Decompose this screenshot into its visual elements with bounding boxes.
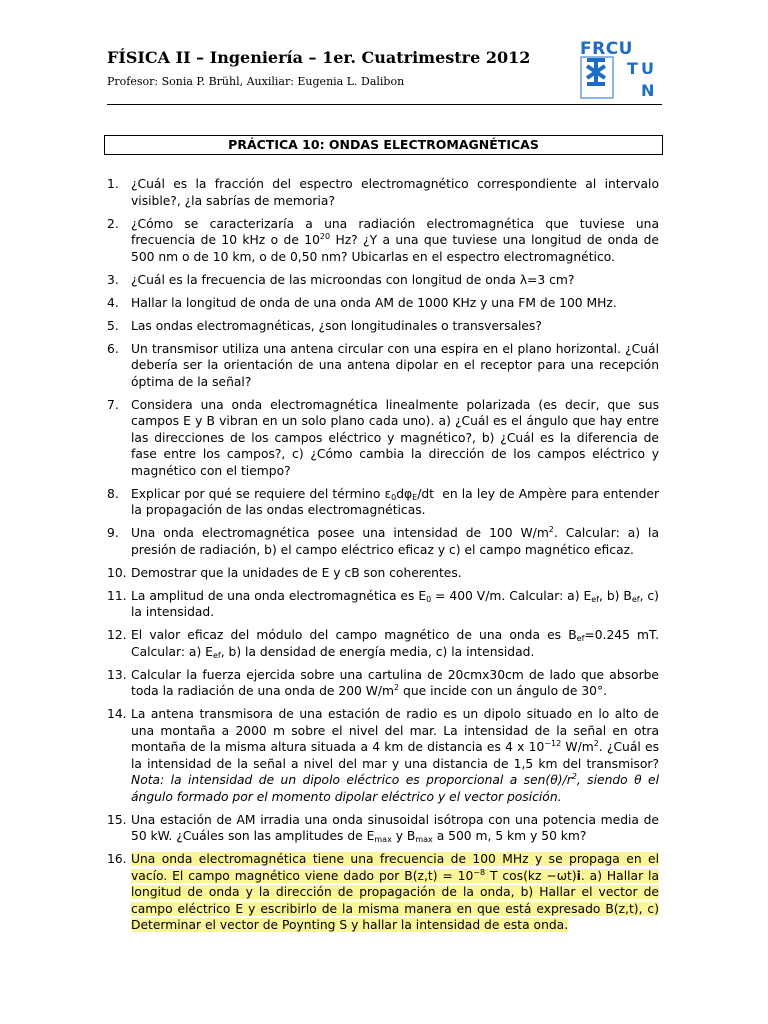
exercise-number: 10. [107, 565, 127, 580]
exercise-number: 15. [107, 812, 127, 827]
exercise-item [107, 318, 659, 335]
exercise-text: La amplitud de una onda electromagnética es $E_0 = 400$ V/m. Calcular: a) $E_{ef}$, b) $B_{ef}$, c) la intensidad. [131, 588, 659, 619]
svg-text:U: U [641, 59, 654, 78]
exercise-item [107, 627, 659, 660]
exercise-text: Las ondas electromagnéticas, ¿son longitudinales o transversales? [131, 318, 542, 333]
exercise-text: Explicar por qué se requiere del término $\varepsilon_0d\varphi_E/dt$ en la ley de Ampère para entender la propagación de las ondas electromagnéticas. [131, 486, 659, 517]
exercise-number: 4. [107, 295, 119, 310]
exercise-number: 8. [107, 486, 119, 501]
frcu-utn-logo [579, 38, 657, 100]
exercise-number: 12. [107, 628, 127, 642]
exercise-text: Un transmisor utiliza una antena circular con una espira en el plano horizontal. ¿Cuál debería ser la orientación de una antena dipolar en el receptor para una recepción óptima de la señal? [131, 341, 659, 389]
exercise-text: Considera una onda electromagnética linealmente polarizada (es decir, que sus campos E y B vibran en un solo plano cada uno). a) ¿Cuál es el ángulo que hay entre las direcciones de los campos eléctrico y magnético?, b) ¿Cuál es la diferencia de fase entre los campos?, c) ¿Cómo cambia la dirección de los campos eléctrico y magnético con el tiempo? [131, 397, 659, 478]
exercise-number: 16. [107, 852, 127, 866]
exercise-text: Una onda electromagnética posee una intensidad de 100 $W/m^2$. Calcular: a) la presión de radiación, b) el campo eléctrico eficaz y c) el campo magnético eficaz. [131, 525, 659, 557]
exercise-text: Hallar la longitud de onda de una onda AM de 1000 KHz y una FM de 100 MHz. [131, 295, 617, 310]
exercise-item [107, 812, 659, 845]
exercise-number: 5. [107, 318, 119, 333]
exercise-number: 13. [107, 667, 127, 682]
exercise-number: 14. [107, 707, 127, 721]
exercise-number: 6. [107, 341, 119, 356]
exercise-item [107, 525, 659, 558]
exercise-item [107, 295, 659, 312]
svg-text:FRCU: FRCU [580, 39, 633, 59]
exercise-item [107, 486, 659, 519]
exercise-item [107, 588, 659, 621]
exercise-item [107, 397, 659, 480]
exercise-text: Calcular la fuerza ejercida sobre una cartulina de 20cmx30cm de lado que absorbe toda la radiación de una onda de 200 $W/m^2$ que incide con un ángulo de 30°. [131, 667, 659, 698]
exercise-item [107, 216, 659, 266]
exercise-text: El valor eficaz del módulo del campo magnético de una onda es $B_{ef}=0.245$ mT. Calcular: a) $E_{ef}$, b) la densidad de energía media, c) la intensidad. [131, 628, 659, 660]
exercise-number: 7. [107, 397, 119, 412]
exercise-item [107, 851, 659, 934]
exercise-number: 9. [107, 526, 119, 540]
exercise-number: 1. [107, 177, 119, 191]
document-header [107, 39, 662, 105]
exercise-item [107, 667, 659, 700]
exercise-text: ¿Cuál es la frecuencia de las microondas con longitud de onda λ=3 cm? [131, 272, 575, 287]
practice-title: PRÁCTICA 10: ONDAS ELECTROMAGNÉTICAS [104, 135, 663, 155]
exercise-item [107, 176, 659, 209]
exercise-number: 11. [107, 588, 127, 603]
exercise-number: 3. [107, 272, 119, 287]
exercise-number: 2. [107, 216, 119, 231]
header-title: FÍSICA II – Ingeniería – 1er. Cuatrimestre 2012 [107, 48, 531, 67]
exercise-text: Una onda electromagnética tiene una frecuencia de 100 MHz y se propaga en el vacío. El campo magnético viene dado por $B(z,t) = 10^{-8}$ T cos(kz −ωt)i. a) Hallar la longitud de onda y la dirección de propagación de la onda, b) Hallar el vector de campo eléctrico E y escribirlo de la misma manera en que está expresado B(z,t), c) Determinar el vector de Poynting S y hallar la intensidad de esta onda. [131, 852, 659, 932]
svg-text:T: T [627, 59, 638, 78]
exercise-item [107, 272, 659, 289]
exercise-list [107, 176, 659, 940]
exercise-item [107, 565, 659, 582]
exercise-text: Una estación de AM irradia una onda sinusoidal isótropa con una potencia media de 50 kW. ¿Cuáles son las amplitudes de $E_{max}$ y $B_{max}$ a 500 m, 5 km y 50 km? [131, 812, 659, 844]
header-subtitle: Profesor: Sonia P. Brühl, Auxiliar: Eugenia L. Dalibon [107, 75, 405, 88]
exercise-text: ¿Cuál es la fracción del espectro electromagnético correspondiente al intervalo visible?, ¿la sabrías de memoria? [131, 177, 659, 208]
exercise-item [107, 341, 659, 391]
exercise-text: Demostrar que la unidades de E y cB son coherentes. [131, 565, 462, 580]
exercise-text: ¿Cómo se caracterizaría a una radiación electromagnética que tuviese una frecuencia de 10 kHz o de $10^{20}$ Hz? ¿Y a una que tuviese una longitud de onda de 500 nm o de 10 km, o de 0,50 nm? Ubicarlas en el espectro electromagnético. [131, 216, 659, 264]
exercise-item [107, 706, 659, 805]
svg-text:N: N [641, 81, 655, 100]
exercise-text: La antena transmisora de una estación de radio es un dipolo situado en lo alto de una montaña a 2000 m sobre el nivel del mar. La intensidad de la señal en otra montaña de la misma altura situada a 4 km de distancia es 4 x $10^{-12}$ $W/m^2$. ¿Cuál es la intensidad de la señal a nivel del mar y una distancia de 1,5 km del transmisor? Nota: la intensidad de un dipolo eléctrico es proporcional a $sen(\theta)/r^2$, siendo θ el ángulo formado por el momento dipolar eléctrico y el vector posición. [131, 707, 660, 804]
